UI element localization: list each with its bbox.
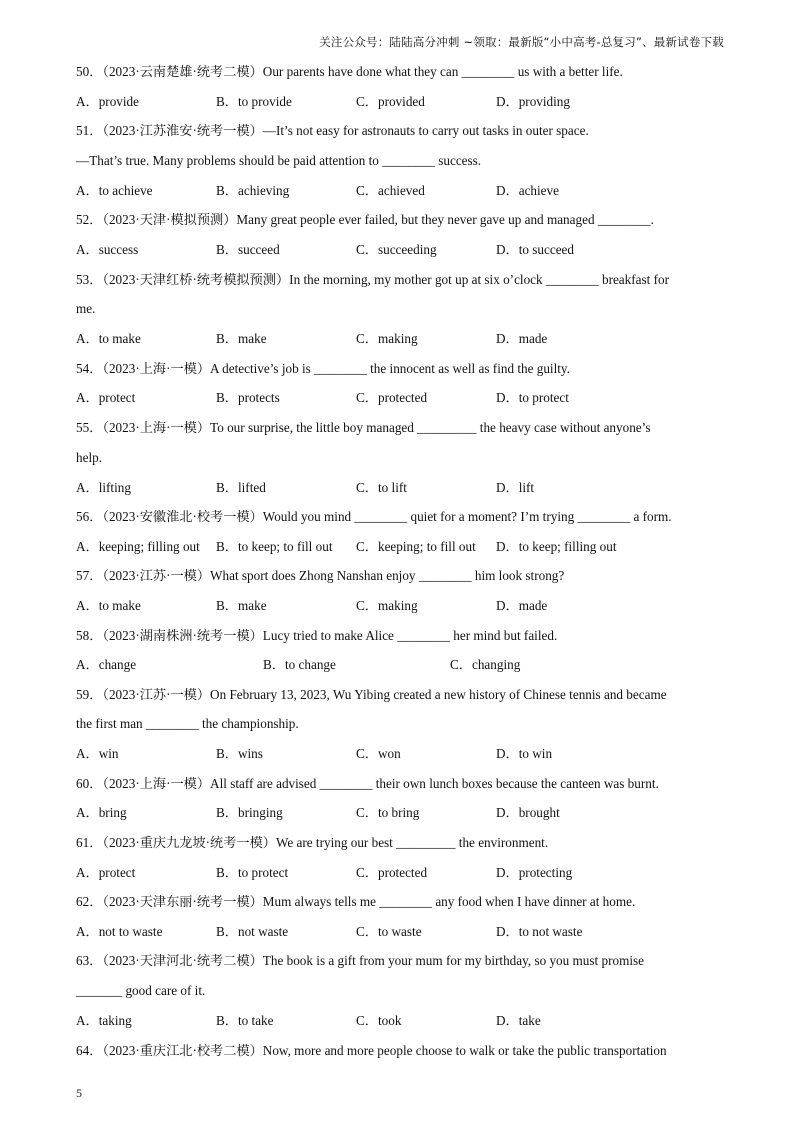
option-a: A．lifting — [76, 479, 131, 495]
question-stem-continuation: —That’s true. Many problems should be paid attention to ________ success. — [76, 152, 482, 168]
question-stem: 54．（2023·上海·一模）A detective’s job is ________ the innocent as well as find the guilty. — [76, 360, 570, 376]
option-c: C．protected — [356, 864, 428, 880]
option-a: A．success — [76, 241, 139, 257]
option-a: A．to achieve — [76, 182, 153, 198]
option-a: A．not to waste — [76, 923, 163, 939]
option-b: B．achieving — [216, 182, 290, 198]
options-row — [76, 476, 726, 506]
options-row — [76, 653, 726, 683]
question-stem: 60．（2023·上海·一模）All staff are advised ________ their own lunch boxes because the canteen was burnt. — [76, 775, 659, 791]
option-a: A．change — [76, 657, 137, 673]
question-stem: 57．（2023·江苏·一模）What sport does Zhong Nanshan enjoy ________ him look strong? — [76, 568, 565, 584]
options-row — [76, 238, 726, 268]
option-a: A．to make — [76, 597, 141, 613]
option-d: D．protecting — [496, 864, 573, 880]
option-c: C．protected — [356, 390, 428, 406]
options-row — [76, 920, 726, 950]
option-c: C．changing — [450, 657, 521, 673]
option-a: A．keeping; filling out — [76, 538, 200, 554]
question-stem-continuation: me. — [76, 301, 96, 317]
option-d: D．providing — [496, 93, 570, 109]
option-c: C．won — [356, 746, 401, 762]
option-b: B．to keep; to fill out — [216, 538, 333, 554]
options-row — [76, 1009, 726, 1039]
option-c: C．provided — [356, 93, 425, 109]
option-d: D．made — [496, 331, 548, 347]
option-d: D．to keep; filling out — [496, 538, 617, 554]
question-stem: 56．（2023·安徽淮北·校考一模）Would you mind ________ quiet for a moment? I’m trying ________ a form. — [76, 509, 672, 525]
options-row — [76, 90, 726, 120]
options-row — [76, 386, 726, 416]
options-row — [76, 801, 726, 831]
option-b: B．wins — [216, 746, 263, 762]
option-a: A．protect — [76, 390, 136, 406]
option-b: B．to provide — [216, 93, 292, 109]
question-stem-continuation: the first man ________ the championship. — [76, 716, 299, 732]
option-b: B．to take — [216, 1013, 274, 1029]
option-d: D．to succeed — [496, 241, 574, 257]
option-c: C．making — [356, 331, 418, 347]
option-a: A．protect — [76, 864, 136, 880]
question-stem: 53．（2023·天津红桥·统考模拟预测）In the morning, my mother got up at six o’clock ________ breakfast for — [76, 271, 669, 287]
option-c: C．to waste — [356, 923, 422, 939]
option-b: B．make — [216, 597, 267, 613]
option-c: C．making — [356, 597, 418, 613]
option-b: B．protects — [216, 390, 280, 406]
question-stem: 64．（2023·重庆江北·校考二模）Now, more and more people choose to walk or take the public transportation — [76, 1042, 667, 1058]
option-c: C．to bring — [356, 805, 420, 821]
option-c: C．succeeding — [356, 241, 437, 257]
question-stem: 52．（2023·天津·模拟预测）Many great people ever failed, but they never gave up and managed ________. — [76, 212, 654, 228]
option-c: C．achieved — [356, 182, 425, 198]
option-c: C．keeping; to fill out — [356, 538, 476, 554]
page-number: 5 — [76, 1086, 82, 1100]
option-b: B．make — [216, 331, 267, 347]
option-b: B．to change — [263, 657, 336, 673]
options-row — [76, 535, 726, 565]
page-header: 关注公众号：陆陆高分冲刺 ~领取：最新版“小中高考-总复习”、最新试卷下载 — [319, 35, 724, 49]
option-b: B．to protect — [216, 864, 289, 880]
question-stem-continuation: _______ good care of it. — [76, 983, 206, 999]
option-d: D．brought — [496, 805, 560, 821]
question-stem: 63．（2023·天津河北·统考二模）The book is a gift from your mum for my birthday, so you must promise — [76, 953, 644, 969]
question-stem: 58．（2023·湖南株洲·统考一模）Lucy tried to make Alice ________ her mind but failed. — [76, 627, 558, 643]
option-d: D．lift — [496, 479, 535, 495]
options-row — [76, 594, 726, 624]
option-d: D．made — [496, 597, 548, 613]
options-row — [76, 327, 726, 357]
options-row — [76, 179, 726, 209]
option-b: B．lifted — [216, 479, 266, 495]
option-d: D．achieve — [496, 182, 559, 198]
question-stem-continuation: help. — [76, 449, 103, 465]
question-stem: 55．（2023·上海·一模）To our surprise, the little boy managed _________ the heavy case without anyone’s — [76, 419, 651, 435]
option-b: B．bringing — [216, 805, 283, 821]
question-stem: 50．（2023·云南楚雄·统考二模）Our parents have done what they can ________ us with a better life. — [76, 64, 623, 79]
option-a: A．provide — [76, 93, 139, 109]
question-stem: 59．（2023·江苏·一模）On February 13, 2023, Wu Yibing created a new history of Chinese tennis and became — [76, 686, 667, 702]
question-stem: 51．（2023·江苏淮安·统考一模）—It’s not easy for astronauts to carry out tasks in outer space. — [76, 123, 589, 139]
question-list — [76, 60, 726, 1068]
question-stem: 62．（2023·天津东丽·统考一模）Mum always tells me ________ any food when I have dinner at home. — [76, 894, 636, 910]
option-c: C．to lift — [356, 479, 407, 495]
option-a: A．win — [76, 746, 119, 762]
option-a: A．to make — [76, 331, 141, 347]
options-row — [76, 742, 726, 772]
option-d: D．take — [496, 1013, 541, 1029]
option-d: D．to protect — [496, 390, 569, 406]
question-stem: 61．（2023·重庆九龙坡·统考一模）We are trying our best _________ the environment. — [76, 835, 549, 851]
option-c: C．took — [356, 1013, 402, 1029]
option-a: A．bring — [76, 805, 127, 821]
option-d: D．to win — [496, 746, 553, 762]
option-d: D．to not waste — [496, 923, 583, 939]
options-row — [76, 861, 726, 891]
option-b: B．succeed — [216, 241, 280, 257]
option-a: A．taking — [76, 1013, 132, 1029]
option-b: B．not waste — [216, 923, 289, 939]
